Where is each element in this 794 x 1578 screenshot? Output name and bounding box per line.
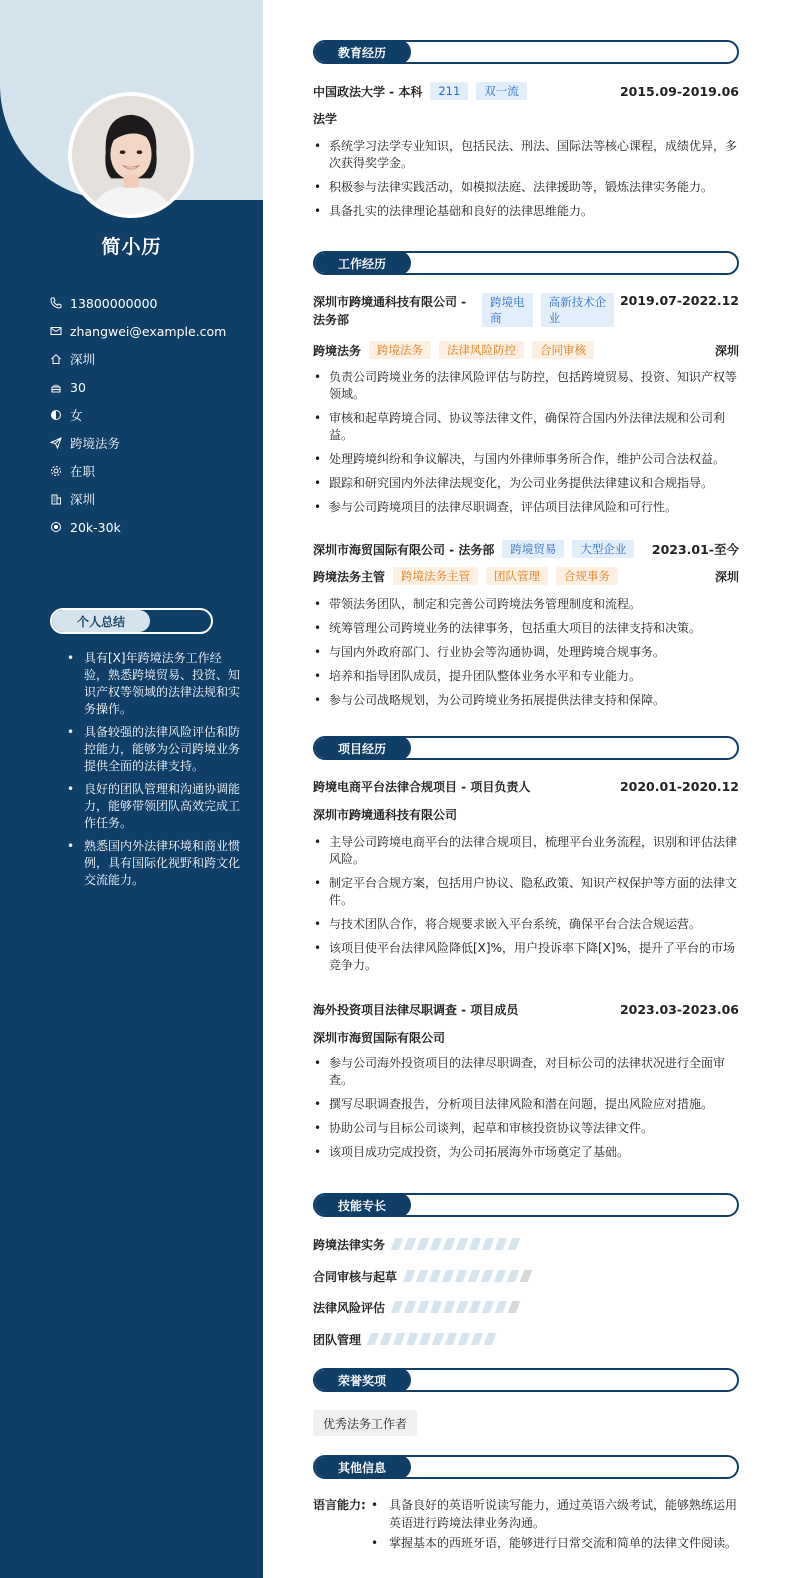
skill-level-segment — [508, 1301, 520, 1313]
skill-level-segment — [416, 1270, 428, 1282]
job-bullets — [313, 596, 739, 716]
send-icon — [49, 437, 62, 450]
work-heading — [313, 251, 739, 275]
contact-age-text: 30 — [70, 379, 86, 395]
list-item: • 系统学习法学专业知识，包括民法、刑法、国际法等核心课程，成绩优异，多次获得奖学金。 — [313, 138, 739, 172]
skill-level-segment — [432, 1333, 444, 1345]
skill-level-bar — [393, 1238, 523, 1250]
project-date: 2023.03-2023.06 — [619, 1002, 739, 1017]
skill-level-segment — [380, 1333, 392, 1345]
job-bullets — [313, 369, 739, 523]
job-tag: 跨境贸易 — [502, 540, 564, 558]
contact-phone-text: 13800000000 — [70, 295, 158, 311]
skill-level-bar — [405, 1270, 535, 1282]
job-tag — [482, 293, 533, 327]
job-skill-tag: 团队管理 — [486, 567, 548, 585]
contact-status-text: 在职 — [70, 464, 96, 479]
job-role-row — [313, 567, 739, 585]
list-item: • 与技术团队合作，将合规要求嵌入平台系统，确保平台合法合规运营。 — [313, 916, 739, 933]
projects-heading — [313, 736, 739, 760]
education-bullets — [313, 138, 739, 227]
other-heading-label: 其他信息 — [313, 1455, 411, 1479]
skills-heading — [313, 1193, 739, 1217]
avatar — [68, 92, 194, 218]
skill-level-segment — [456, 1238, 468, 1250]
summary-item: • 具备较强的法律风险评估和防控能力，能够为公司跨境业务提供全面的法律支持。 — [64, 724, 244, 775]
project-date: 2020.01-2020.12 — [619, 779, 739, 794]
skill-level-segment — [403, 1270, 415, 1282]
list-item: • 与国内外政府部门、行业协会等沟通协调，处理跨境合规事务。 — [313, 644, 739, 661]
phone-icon — [49, 297, 62, 310]
job-position: 跨境法务 — [313, 343, 362, 358]
skill-level-segment — [469, 1301, 481, 1313]
skill-name: 合同审核与起草 — [313, 1269, 398, 1284]
skill-level-segment — [482, 1301, 494, 1313]
list-item: • 处理跨境纠纷和争议解决，与国内外律师事务所合作，维护公司合法权益。 — [313, 451, 739, 468]
skill-level-segment — [429, 1270, 441, 1282]
skill-row — [313, 1329, 499, 1349]
education-row — [313, 82, 739, 100]
award-badge: 优秀法务工作者 — [313, 1410, 417, 1436]
contact-location — [49, 485, 226, 513]
skill-level-segment — [443, 1301, 455, 1313]
list-item: • 统筹管理公司跨境业务的法律事务，包括重大项目的法律支持和决策。 — [313, 620, 739, 637]
skill-level-segment — [404, 1238, 416, 1250]
list-item: • 掌握基本的西班牙语，能够进行日常交流和简单的法律文件阅读。 — [371, 1534, 741, 1552]
contact-phone — [49, 289, 226, 317]
job-position: 跨境法务主管 — [313, 569, 386, 584]
skill-level-segment — [508, 1238, 520, 1250]
job-date: 2023.01-至今 — [651, 542, 739, 557]
contact-age — [49, 373, 226, 401]
sidebar — [0, 0, 263, 1578]
skill-level-segment — [456, 1301, 468, 1313]
project-name: 跨境电商平台法律合规项目 - 项目负责人 — [313, 780, 531, 794]
salary-icon — [49, 521, 62, 534]
project-header — [313, 1001, 739, 1018]
contact-location-text: 深圳 — [70, 492, 96, 507]
skill-level-segment — [442, 1270, 454, 1282]
age-icon — [49, 381, 62, 394]
job-company-line: 法务部 — [313, 313, 350, 327]
contact-city — [49, 345, 226, 373]
skill-level-segment — [443, 1238, 455, 1250]
list-item: • 参与公司战略规划，为公司跨境业务拓展提供法律支持和保障。 — [313, 692, 739, 709]
summary-heading-label: 个人总结 — [52, 610, 150, 632]
skill-row — [313, 1266, 535, 1286]
skill-level-segment — [391, 1238, 403, 1250]
skill-level-segment — [481, 1270, 493, 1282]
skill-level-segment — [455, 1270, 467, 1282]
projects-heading-label: 项目经历 — [313, 736, 411, 760]
job-company-line: 深圳市跨境通科技有限公司 - — [313, 295, 467, 309]
job-location: 深圳 — [714, 569, 739, 584]
skills-heading-label: 技能专长 — [313, 1193, 411, 1217]
job-skill-tag: 合同审核 — [532, 341, 594, 359]
skill-name: 法律风险评估 — [313, 1300, 386, 1315]
education-major: 法学 — [313, 112, 338, 126]
project-org: 深圳市海贸国际有限公司 — [313, 1031, 446, 1045]
education-heading — [313, 40, 739, 64]
summary-heading — [50, 608, 213, 634]
summary-item: • 熟悉国内外法律环境和商业惯例，具有国际化视野和跨文化交流能力。 — [64, 838, 244, 889]
contact-gender — [49, 401, 226, 429]
skill-level-segment — [419, 1333, 431, 1345]
home-icon — [49, 353, 62, 366]
contact-city-text: 深圳 — [70, 352, 96, 367]
list-item: • 培养和指导团队成员，提升团队整体业务水平和专业能力。 — [313, 668, 739, 685]
skill-level-segment — [404, 1301, 416, 1313]
project-org: 深圳市跨境通科技有限公司 — [313, 808, 458, 822]
list-item: • 该项目使平台法律风险降低[X]%，用户投诉率下降[X]%，提升了平台的市场竞争力。 — [313, 940, 739, 974]
skill-level-segment — [495, 1238, 507, 1250]
job-header — [313, 293, 739, 329]
contact-email — [49, 317, 226, 345]
skill-level-segment — [471, 1333, 483, 1345]
job-role-row — [313, 341, 739, 359]
job-tag-line: 跨境电 — [490, 295, 525, 309]
list-item: • 具备扎实的法律理论基础和良好的法律思维能力。 — [313, 203, 739, 220]
job-skill-tag: 法律风险防控 — [439, 341, 524, 359]
contact-list — [49, 289, 226, 541]
job-tag — [541, 293, 615, 327]
job-tag: 大型企业 — [572, 540, 634, 558]
contact-email-text: zhangwei@example.com — [70, 323, 227, 339]
mail-icon — [49, 325, 62, 338]
job-tag-line: 业 — [548, 311, 561, 325]
summary-item: • 良好的团队管理和沟通协调能力，能够带领团队高效完成工作任务。 — [64, 781, 244, 832]
other-heading — [313, 1455, 739, 1479]
job-skill-tag: 合规事务 — [556, 567, 618, 585]
contact-intent — [49, 429, 226, 457]
project-header — [313, 778, 739, 795]
skill-name: 跨境法律实务 — [313, 1237, 386, 1252]
job-tag-line: 商 — [490, 311, 502, 325]
education-date: 2015.09-2019.06 — [619, 83, 739, 99]
job-date: 2019.07-2022.12 — [619, 293, 739, 308]
skill-level-segment — [482, 1238, 494, 1250]
skill-level-segment — [417, 1301, 429, 1313]
status-icon — [49, 465, 62, 478]
skill-level-segment — [458, 1333, 470, 1345]
skill-level-segment — [520, 1270, 532, 1282]
job-header — [313, 540, 739, 558]
list-item: • 协助公司与目标公司谈判，起草和审核投资协议等法律文件。 — [313, 1120, 739, 1137]
list-item: • 参与公司跨境项目的法律尽职调查，评估项目法律风险和可行性。 — [313, 499, 739, 516]
skill-level-segment — [507, 1270, 519, 1282]
list-item: • 带领法务团队，制定和完善公司跨境法务管理制度和流程。 — [313, 596, 739, 613]
skill-level-segment — [494, 1270, 506, 1282]
language-label: 语言能力: — [313, 1498, 366, 1512]
skill-level-segment — [484, 1333, 496, 1345]
list-item: • 该项目成功完成投资，为公司拓展海外市场奠定了基础。 — [313, 1144, 739, 1161]
skill-level-segment — [468, 1270, 480, 1282]
skill-row — [313, 1234, 523, 1254]
job-company: 深圳市海贸国际有限公司 - 法务部 — [313, 542, 495, 557]
skill-level-segment — [445, 1333, 457, 1345]
skill-level-segment — [417, 1238, 429, 1250]
skill-level-segment — [393, 1333, 405, 1345]
project-bullets — [313, 834, 739, 981]
job-skill-tag: 跨境法务主管 — [393, 567, 478, 585]
skill-row — [313, 1297, 523, 1317]
skill-level-segment — [406, 1333, 418, 1345]
gender-icon — [49, 409, 62, 422]
contact-status — [49, 457, 226, 485]
skill-level-segment — [495, 1301, 507, 1313]
contact-gender-text: 女 — [70, 408, 83, 423]
skill-level-segment — [430, 1301, 442, 1313]
skill-level-segment — [367, 1333, 379, 1345]
summary-item: • 具有[X]年跨境法务工作经验，熟悉跨境贸易、投资、知识产权等领域的法律法规和实务操作。 — [64, 650, 244, 718]
language-list — [371, 1496, 741, 1554]
contact-salary — [49, 513, 226, 541]
summary-list — [64, 650, 244, 895]
list-item: • 跟踪和研究国内外法律法规变化，为公司业务提供法律建议和合规指导。 — [313, 475, 739, 492]
honors-heading-label: 荣誉奖项 — [313, 1368, 411, 1392]
job-skill-tag: 跨境法务 — [369, 341, 431, 359]
contact-salary-text: 20k-30k — [70, 519, 121, 535]
job-tag-line: 高新技术企 — [548, 295, 607, 309]
list-item: • 参与公司海外投资项目的法律尽职调查，对目标公司的法律状况进行全面审查。 — [313, 1055, 739, 1089]
building-icon — [49, 493, 62, 506]
list-item: • 主导公司跨境电商平台的法律合规项目，梳理平台业务流程，识别和评估法律风险。 — [313, 834, 739, 868]
list-item: • 制定平台合规方案，包括用户协议、隐私政策、知识产权保护等方面的法律文件。 — [313, 875, 739, 909]
education-tag: 211 — [430, 82, 468, 100]
list-item: • 负责公司跨境业务的法律风险评估与防控，包括跨境贸易、投资、知识产权等领域。 — [313, 369, 739, 403]
project-bullets — [313, 1055, 739, 1168]
list-item: • 撰写尽职调查报告，分析项目法律风险和潜在问题，提出风险应对措施。 — [313, 1096, 739, 1113]
education-school: 中国政法大学 - 本科 — [313, 84, 423, 99]
skill-level-segment — [391, 1301, 403, 1313]
contact-intent-text: 跨境法务 — [70, 436, 121, 451]
skill-level-segment — [430, 1238, 442, 1250]
skill-level-bar — [369, 1333, 499, 1345]
avatar-photo — [72, 96, 190, 214]
profile-name: 简小历 — [101, 236, 162, 258]
list-item: • 审核和起草跨境合同、协议等法律文件，确保符合国内外法律法规和公司利益。 — [313, 410, 739, 444]
skill-level-segment — [469, 1238, 481, 1250]
job-location: 深圳 — [714, 343, 739, 358]
education-heading-label: 教育经历 — [313, 40, 411, 64]
list-item: • 积极参与法律实践活动，如模拟法庭、法律援助等，锻炼法律实务能力。 — [313, 179, 739, 196]
skill-level-bar — [393, 1301, 523, 1313]
work-heading-label: 工作经历 — [313, 251, 411, 275]
skill-name: 团队管理 — [313, 1332, 362, 1347]
education-tag: 双一流 — [476, 82, 527, 100]
job-company — [313, 293, 466, 329]
honors-heading — [313, 1368, 739, 1392]
list-item: • 具备良好的英语听说读写能力，通过英语六级考试，能够熟练运用英语进行跨境法律业务沟通。 — [371, 1496, 741, 1532]
project-name: 海外投资项目法律尽职调查 - 项目成员 — [313, 1003, 519, 1017]
